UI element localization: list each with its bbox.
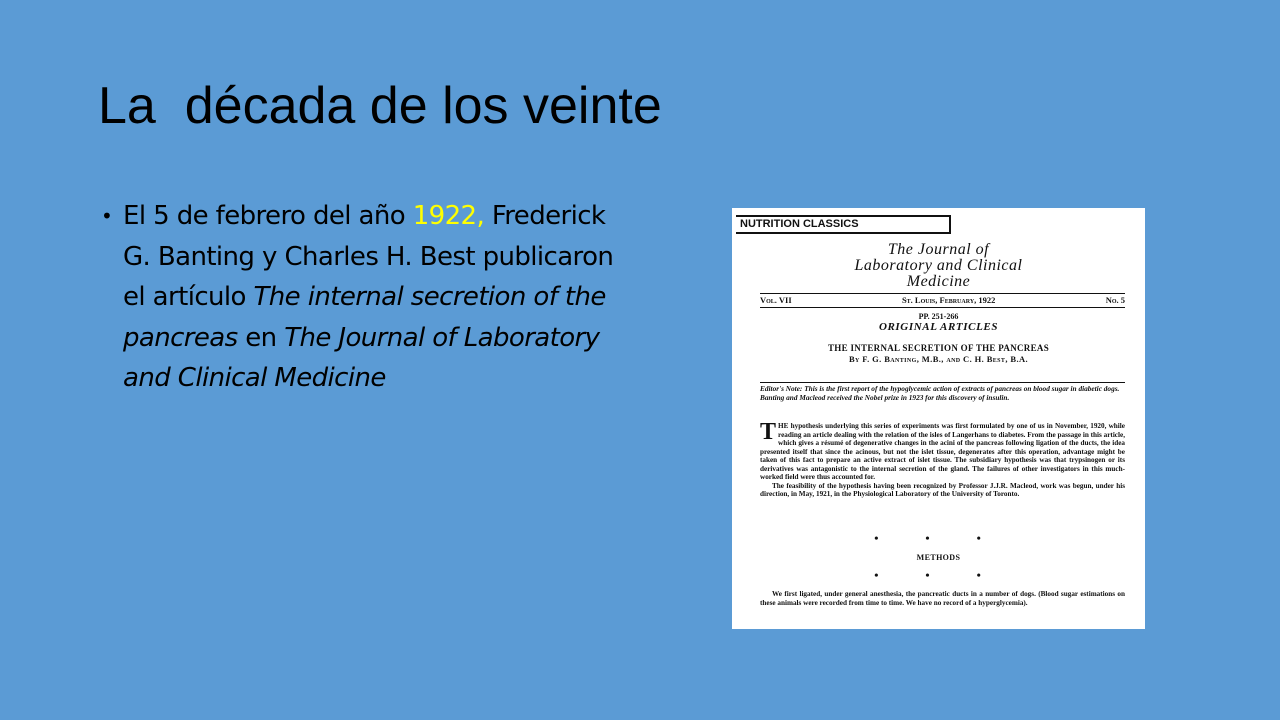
bullet-list xyxy=(101,196,621,399)
scan-section: ORIGINAL ARTICLES xyxy=(878,321,999,333)
bullet-journal: The Journal of Laboratory and Clinical Medicine xyxy=(123,322,600,393)
scan-place-date: St. Louis, February, 1922 xyxy=(901,295,996,305)
bullet-text-2: Frederick G. Banting y Charles H. Best publicaron el artículo xyxy=(123,201,614,312)
scan-dropcap: T xyxy=(760,419,777,445)
scan-methods-heading: METHODS xyxy=(916,553,961,562)
scan-number: No. 5 xyxy=(1105,295,1125,305)
scan-banner: NUTRITION CLASSICS xyxy=(736,215,951,234)
scan-pages: PP. 251-266 xyxy=(918,312,959,321)
scan-rule xyxy=(760,293,1125,294)
scan-body xyxy=(760,419,1125,499)
scan-volume: Vol. VII xyxy=(760,295,792,305)
scan-byline: By F. G. Banting, M.B., and C. H. Best, B.A. xyxy=(848,354,1029,364)
bullet-marker: • xyxy=(101,204,113,228)
scan-separator: • • • xyxy=(874,531,1003,545)
bullet-text-1: El 5 de febrero del año xyxy=(123,201,413,231)
scan-rule xyxy=(760,307,1125,308)
scan-paragraph-1: HE hypothesis underlying this series of experiments was first formulated by one of us in November, 1920, while reading an article dealing with the relation of the isles of Langerhans to diabetes. From the passage in this article, which gives a résumé of degenerative changes in the acini of the pancreas following ligation of the ducts, the idea presented itself that since the acinous, but not the islet tissue, degenerates after this operation, advantage might be taken of this fact to prepare an active extract of islet tissue. The subsidiary hypothesis was that trypsinogen or its derivatives was antagonistic to the internal secretion of the gland. The failures of other investigators in this much-worked field were thus accounted for. xyxy=(760,422,1125,482)
scan-journal-title-line: The Journal of xyxy=(887,241,990,258)
scan-article-title: THE INTERNAL SECRETION OF THE PANCREAS xyxy=(827,343,1050,353)
bullet-year: 1922, xyxy=(412,201,485,231)
scan-editor-note-text: This is the first report of the hypoglycemic action of extracts of pancreas on blood sugar in diabetic dogs. Banting and Macleod received the Nobel prize in 1923 for this discovery of insulin. xyxy=(760,384,1120,403)
bullet-item xyxy=(123,196,621,399)
scan-volume-row xyxy=(760,295,1125,305)
slide-title: La década de los veinte xyxy=(98,77,662,135)
scan-journal-title-line: Medicine xyxy=(906,273,971,290)
scan-journal-title xyxy=(732,242,1145,290)
scan-paragraph-3: We first ligated, under general anesthesia, the pancreatic ducts in a number of dogs. (Blood sugar estimations on these animals were recorded from time to time. We have no record of a hyperglycemia). xyxy=(760,590,1125,607)
scan-separator: • • • xyxy=(874,568,1003,582)
scan-body-methods xyxy=(760,590,1125,607)
article-scan-image xyxy=(732,208,1145,629)
bullet-article-title: The internal secretion of the pancreas xyxy=(123,282,606,353)
bullet-text-3: en xyxy=(237,322,285,353)
scan-editor-note xyxy=(760,382,1125,402)
scan-journal-title-line: Laboratory and Clinical xyxy=(854,257,1023,274)
scan-editor-note-label: Editor's Note: xyxy=(760,384,803,393)
scan-paragraph-2: The feasibility of the hypothesis having been recognized by Professor J.J.R. Macleod, work was begun, under his direction, in May, 1921, in the Physiological Laboratory of the University of Toronto. xyxy=(760,481,1125,499)
